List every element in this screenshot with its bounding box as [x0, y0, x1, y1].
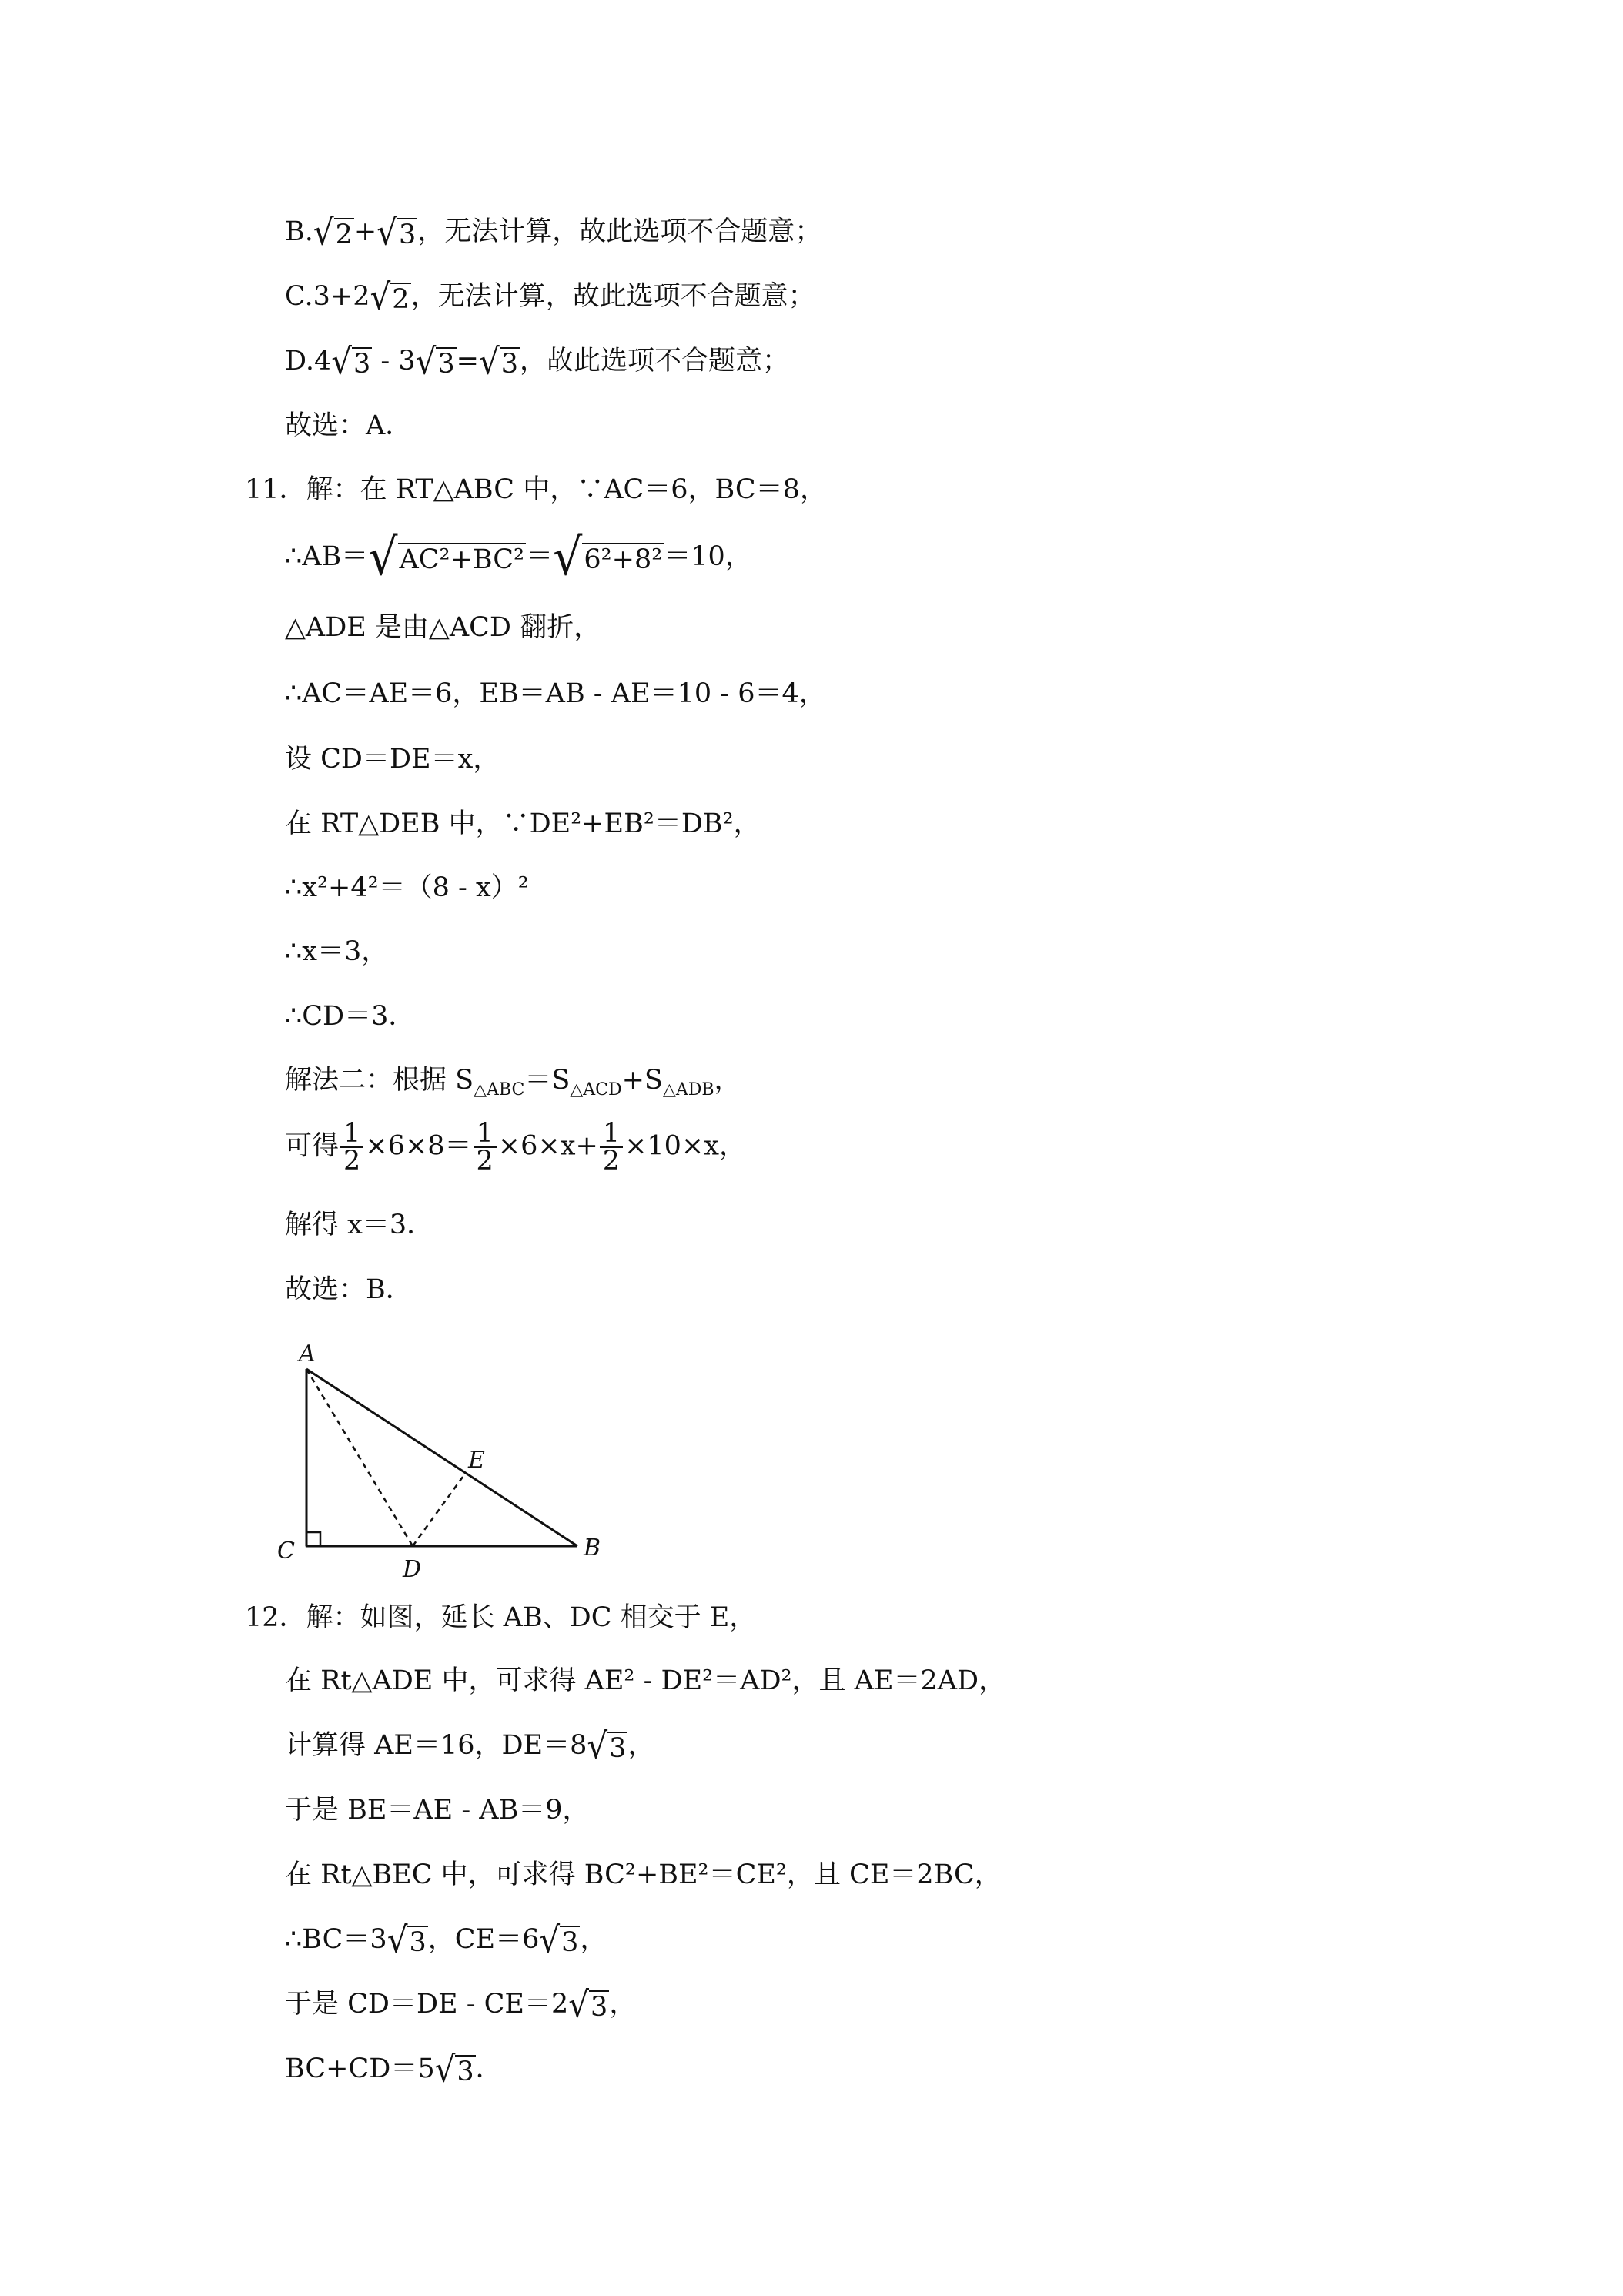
fraction-half: $\frac{1}{2}$: [600, 1120, 623, 1174]
option-d-line: D.4√3 - 3√3=√3，故此选项不合题意；: [285, 340, 790, 383]
q11-area-line: 可得 $\frac{1}{2}$ ×6×8＝ $\frac{1}{2}$ ×6×x+ $\frac{1}{2}$ ×10×x，: [285, 1118, 746, 1176]
q12-be-line: 于是 BE＝AE - AB＝9，: [285, 1795, 590, 1826]
edge-ab: [306, 1369, 577, 1546]
q11-cd-line: ∴CD＝3．: [285, 1001, 416, 1032]
q11-header: 11．解：在 RT△ABC 中，∵AC＝6，BC＝8，: [245, 474, 827, 505]
q11-pythag-line: 在 RT△DEB 中，∵DE²+EB²＝DB²，: [285, 808, 761, 839]
sqrt-2: √2: [370, 276, 410, 318]
fraction-half: $\frac{1}{2}$: [474, 1120, 497, 1174]
q11-solve-line: 解得 x＝3．: [285, 1210, 434, 1240]
sqrt-3: √3: [376, 211, 417, 253]
q12-ade-line: 在 Rt△ADE 中，可求得 AE² - DE²＝AD²，且 AE＝2AD，: [285, 1665, 1006, 1696]
right-angle-mark: [306, 1532, 320, 1546]
q12-bec-line: 在 Rt△BEC 中，可求得 BC²+BE²＝CE²，且 CE＝2BC，: [285, 1859, 1002, 1890]
label-a: A: [299, 1340, 316, 1367]
triangle-figure: [276, 1330, 614, 1585]
q11-eq-line: ∴x²+4²＝（8 - x）²: [285, 872, 529, 903]
option-b-line: B.√2+√3，无法计算，故此选项不合题意；: [285, 211, 822, 253]
q11-x-line: ∴x＝3，: [285, 936, 389, 967]
dashed-ad: [306, 1369, 413, 1546]
q12-result-line: BC+CD＝5√3．: [285, 2048, 503, 2090]
q12-cd-line: 于是 CD＝DE - CE＝2√3，: [285, 1983, 637, 2026]
q11-fold-line: △ADE 是由△ACD 翻折，: [285, 612, 601, 643]
label-b: B: [584, 1535, 601, 1561]
answer-a-line: 故选：A．: [285, 410, 413, 441]
q11-set-line: 设 CD＝DE＝x，: [285, 744, 500, 775]
q12-header: 12．解：如图，延长 AB、DC 相交于 E，: [245, 1602, 757, 1633]
q11-method2-line: 解法二：根据 $S_{\triangle ABC}=S_{\triangle ACD}+S_{\triangle ADB}$，: [285, 1065, 741, 1099]
fraction-half: $\frac{1}{2}$: [340, 1120, 363, 1174]
label-c: C: [277, 1538, 295, 1565]
q12-calc-line: 计算得 AE＝16，DE＝8√3，: [285, 1725, 655, 1767]
answer-b-line: 故选：B．: [285, 1274, 413, 1305]
q11-eb-line: ∴AC＝AE＝6，EB＝AB - AE＝10 - 6＝4，: [285, 678, 826, 709]
label-d: D: [403, 1556, 422, 1583]
dashed-de: [413, 1474, 465, 1546]
option-c-line: C.3+2√2，无法计算，故此选项不合题意；: [285, 276, 815, 318]
label-e: E: [468, 1447, 485, 1474]
q12-bc-line: ∴BC＝3√3，CE＝6√3，: [285, 1919, 607, 1961]
sqrt-2: √2: [313, 211, 353, 253]
q11-ab-line: ∴AB＝√AC²+BC²＝√6²+8²＝10，: [285, 527, 752, 587]
